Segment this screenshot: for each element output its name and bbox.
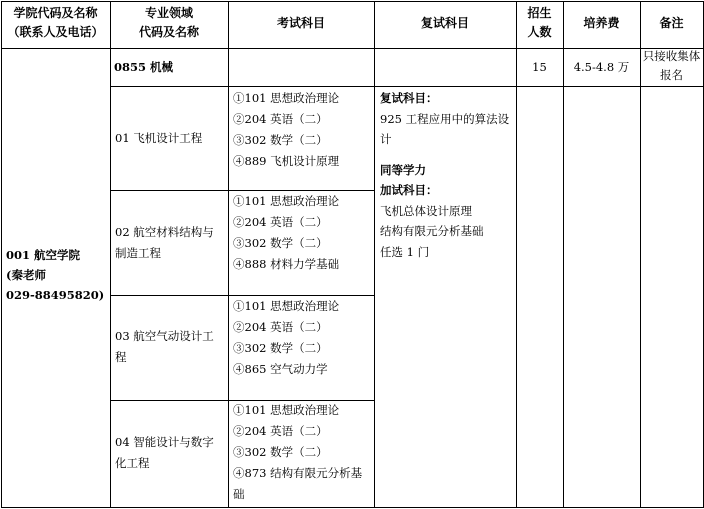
exam-item: ②204 英语（二） <box>233 424 328 438</box>
exam-item: ①101 思想政治理论 <box>233 299 340 313</box>
grid-line <box>1 1 704 2</box>
grid-line <box>374 1 375 508</box>
retest-spacer <box>380 150 512 160</box>
header-college-line2: （联系人及电话） <box>7 25 104 39</box>
direction-name: 02 航空材料结构与制造工程 <box>115 225 214 260</box>
exam-item: ②204 英语（二） <box>233 215 328 229</box>
exam-item: ②204 英语（二） <box>233 320 328 334</box>
retest-extra-title: 加试科目： <box>380 183 438 197</box>
retest-extra-2: 结构有限元分析基础 <box>380 224 484 238</box>
grid-line <box>1 507 704 508</box>
college-cell <box>6 245 110 305</box>
direction-name: 04 智能设计与数字化工程 <box>115 435 214 470</box>
college-phone: 029-88495820) <box>6 288 105 302</box>
college-name: 001 航空学院 <box>6 248 81 262</box>
header-retest: 复试科目 <box>420 16 469 30</box>
header-major-line1: 专业领域 <box>144 6 193 20</box>
header-fee: 培养费 <box>583 16 620 30</box>
direction-exams <box>233 88 373 172</box>
college-contact: (秦老师 <box>6 268 46 282</box>
retest-extra-3: 任选 1 门 <box>380 244 430 259</box>
grid-line <box>110 86 704 87</box>
header-major-line2: 代码及名称 <box>138 25 199 39</box>
grid-line <box>110 1 111 508</box>
exam-item: ③302 数学（二） <box>233 133 328 147</box>
exam-item: ③302 数学（二） <box>233 445 328 459</box>
header-enroll-line2: 人数 <box>527 25 552 39</box>
exam-item: ①101 思想政治理论 <box>233 403 340 417</box>
grid-line <box>1 1 2 508</box>
grid-line <box>640 1 641 508</box>
exam-item: ①101 思想政治理论 <box>233 91 340 105</box>
exam-item: ④889 飞机设计原理 <box>233 154 340 168</box>
direction-exams <box>233 191 373 275</box>
retest-subject: 925 工程应用中的算法设计 <box>380 111 510 146</box>
exam-item: ④873 结构有限元分析基础 <box>233 466 363 501</box>
exam-item: ②204 英语（二） <box>233 112 328 126</box>
exam-item: ④865 空气动力学 <box>233 362 328 376</box>
exam-item: ③302 数学（二） <box>233 236 328 250</box>
header-major <box>110 4 228 42</box>
field-fee: 4.5-4.8 万 <box>573 60 630 74</box>
header-enroll-line1: 招生 <box>527 6 552 20</box>
grid-line <box>228 1 229 508</box>
exam-item: ③302 数学（二） <box>233 341 328 355</box>
header-enroll <box>516 4 563 42</box>
direction-exams <box>233 400 373 505</box>
header-college-line1: 学院代码及名称 <box>13 6 98 20</box>
field-code-name: 0855 机械 <box>114 60 174 74</box>
exam-item: ①101 思想政治理论 <box>233 194 340 208</box>
field-enroll: 15 <box>532 60 547 74</box>
retest-cell <box>380 88 512 262</box>
exam-item: ④888 材料力学基础 <box>233 257 340 271</box>
header-remark: 备注 <box>659 16 684 30</box>
header-exam: 考试科目 <box>276 16 325 30</box>
retest-equiv-title: 同等学力 <box>380 162 426 177</box>
header-college <box>1 4 110 42</box>
field-remark: 只接收集体报名 <box>642 49 701 82</box>
retest-title: 复试科目： <box>380 91 438 105</box>
grid-line <box>1 48 704 49</box>
retest-extra-1: 飞机总体设计原理 <box>380 203 472 218</box>
direction-name: 03 航空气动设计工程 <box>115 329 214 364</box>
direction-exams <box>233 296 373 380</box>
direction-name: 01 飞机设计工程 <box>115 131 203 145</box>
